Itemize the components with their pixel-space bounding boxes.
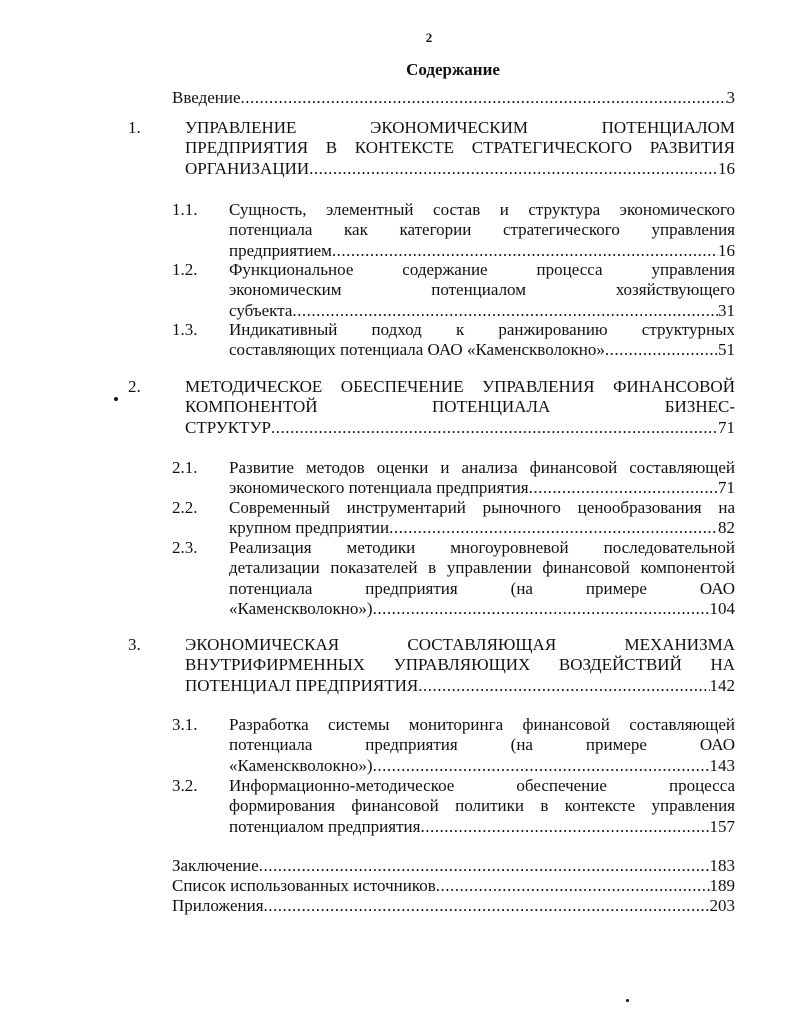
entry-page-number: 3	[726, 88, 735, 107]
entry-title-line: Информационно-методическое обеспечение процесса	[229, 776, 735, 795]
entry-title-last-line	[172, 876, 735, 896]
entry-title-text: Приложения	[172, 896, 264, 915]
entry-title-last-line	[172, 88, 735, 108]
toc-section-2-2[interactable]	[172, 498, 735, 539]
entry-page-number: 16	[718, 158, 735, 178]
toc-section-3-2[interactable]	[172, 776, 735, 837]
entry-number: 2.2.	[172, 498, 198, 517]
entry-page-number: 71	[718, 417, 735, 437]
entry-title-line: Развитие методов оценки и анализа финансовой составляющей	[229, 458, 735, 477]
toc-title: Содержание	[406, 60, 500, 79]
entry-page-number: 51	[718, 340, 735, 360]
entry-page-number: 203	[709, 896, 735, 915]
entry-title-line: детализации показателей в управлении финансовой компонентой	[229, 558, 735, 578]
entry-page-number: 104	[709, 598, 735, 618]
entry-title-line: Разработка системы мониторинга финансовой составляющей	[229, 715, 735, 734]
entry-page-number: 71	[718, 478, 735, 498]
entry-title-text: ОРГАНИЗАЦИИ	[185, 158, 310, 178]
entry-number: 2.3.	[172, 538, 198, 557]
entry-page-number: 16	[718, 240, 735, 260]
entry-title-line: Функциональное содержание процесса управления	[229, 260, 735, 279]
dot-leader	[605, 340, 718, 360]
entry-title-text: «Каменскволокно»)	[229, 598, 373, 618]
toc-section-1-1[interactable]	[172, 200, 735, 261]
entry-title-text: Заключение	[172, 856, 259, 875]
dot-leader	[529, 478, 718, 498]
dot-leader	[271, 418, 718, 438]
toc-section-3-1[interactable]	[172, 715, 735, 776]
entry-number: 2.1.	[172, 458, 198, 477]
toc-section-1-3[interactable]	[172, 320, 735, 361]
scan-speck	[114, 397, 118, 401]
entry-number: 3.	[128, 635, 141, 654]
entry-title-text: потенциалом предприятия	[229, 816, 421, 836]
toc-back-matter-item[interactable]	[172, 856, 735, 876]
dot-leader	[373, 756, 710, 776]
entry-title-text: составляющих потенциала ОАО «Каменскволокно»	[229, 340, 605, 360]
entry-page-number: 183	[709, 856, 735, 875]
toc-chapter-2[interactable]	[128, 377, 735, 438]
entry-title-text: СТРУКТУР	[185, 417, 272, 437]
entry-title-last-line	[229, 817, 735, 837]
entry-number: 1.3.	[172, 320, 198, 339]
entry-title-text: субъекта	[229, 300, 293, 320]
entry-title-text: экономического потенциала предприятия	[229, 478, 529, 498]
entry-title-line: потенциала как категории стратегического управления	[229, 220, 735, 240]
entry-title-line: Реализация методики многоуровневой последовательной	[229, 538, 735, 557]
entry-title-text: Введение	[172, 88, 241, 107]
dot-leader	[292, 301, 718, 321]
entry-title-last-line	[229, 340, 735, 360]
entry-number: 1.1.	[172, 200, 198, 219]
dot-leader	[373, 599, 710, 619]
toc-section-2-3[interactable]	[172, 538, 735, 619]
entry-title-line: формирования финансовой политики в контексте управления	[229, 796, 735, 816]
entry-number: 1.2.	[172, 260, 198, 279]
entry-title-text: предприятием	[229, 240, 332, 260]
entry-page-number: 31	[718, 300, 735, 320]
dot-leader	[389, 518, 718, 538]
entry-title-line: Индикативный подход к ранжированию структурных	[229, 320, 735, 339]
entry-title-line: КОМПОНЕНТОЙ ПОТЕНЦИАЛА БИЗНЕС-	[185, 397, 735, 417]
entry-title-last-line	[172, 896, 735, 916]
dot-leader	[436, 876, 710, 896]
entry-title-text: Список использованных источников	[172, 876, 436, 895]
entry-title-line: ЭКОНОМИЧЕСКАЯ СОСТАВЛЯЮЩАЯ МЕХАНИЗМА	[185, 635, 735, 654]
dot-leader	[420, 817, 709, 837]
entry-number: 1.	[128, 118, 141, 137]
entry-title-line: экономическим потенциалом хозяйствующего	[229, 280, 735, 300]
entry-title-text: крупном предприятии	[229, 518, 390, 538]
entry-title-line: Современный инструментарий рыночного ценообразования на	[229, 498, 735, 517]
entry-number: 2.	[128, 377, 141, 396]
entry-number: 3.1.	[172, 715, 198, 734]
entry-title-last-line	[172, 856, 735, 876]
entry-title-text: «Каменскволокно»)	[229, 755, 373, 775]
entry-title-last-line	[185, 418, 735, 438]
entry-title-last-line	[229, 478, 735, 498]
entry-title-text: ПОТЕНЦИАЛ ПРЕДПРИЯТИЯ	[185, 675, 419, 695]
entry-page-number: 82	[718, 518, 735, 538]
toc-back-matter-item[interactable]	[172, 896, 735, 916]
toc-section-2-1[interactable]	[172, 458, 735, 499]
entry-title-line: Сущность, элементный состав и структура экономического	[229, 200, 735, 219]
dot-leader	[241, 88, 727, 108]
entry-title-last-line	[229, 518, 735, 538]
entry-title-line: МЕТОДИЧЕСКОЕ ОБЕСПЕЧЕНИЕ УПРАВЛЕНИЯ ФИНАНСОВОЙ	[185, 377, 735, 396]
dot-leader	[332, 241, 718, 261]
dot-leader	[309, 159, 718, 179]
entry-title-last-line	[229, 756, 735, 776]
page-number: 2	[425, 30, 433, 45]
entry-title-last-line	[185, 676, 735, 696]
entry-title-line: потенциала предприятия (на примере ОАО	[229, 578, 735, 598]
scan-speck	[626, 999, 629, 1002]
toc-section-1-2[interactable]	[172, 260, 735, 321]
entry-title-last-line	[229, 301, 735, 321]
entry-page-number: 143	[709, 755, 735, 775]
entry-title-line: ПРЕДПРИЯТИЯ В КОНТЕКСТЕ СТРАТЕГИЧЕСКОГО РАЗВИТИЯ	[185, 138, 735, 158]
entry-number: 3.2.	[172, 776, 198, 795]
entry-title-line: потенциала предприятия (на примере ОАО	[229, 735, 735, 755]
toc-entry-intro[interactable]	[172, 88, 735, 108]
dot-leader	[259, 856, 710, 876]
dot-leader	[264, 896, 710, 916]
entry-page-number: 142	[709, 675, 735, 695]
entry-title-line: УПРАВЛЕНИЕ ЭКОНОМИЧЕСКИМ ПОТЕНЦИАЛОМ	[185, 118, 735, 137]
entry-title-last-line	[229, 241, 735, 261]
toc-chapter-1[interactable]	[128, 118, 735, 179]
toc-chapter-3[interactable]	[128, 635, 735, 696]
toc-back-matter-item[interactable]	[172, 876, 735, 896]
entry-title-line: ВНУТРИФИРМЕННЫХ УПРАВЛЯЮЩИХ ВОЗДЕЙСТВИЙ НА	[185, 655, 735, 675]
entry-title-last-line	[229, 599, 735, 619]
entry-title-last-line	[185, 159, 735, 179]
entry-page-number: 189	[709, 876, 735, 895]
dot-leader	[418, 676, 709, 696]
entry-page-number: 157	[709, 816, 735, 836]
